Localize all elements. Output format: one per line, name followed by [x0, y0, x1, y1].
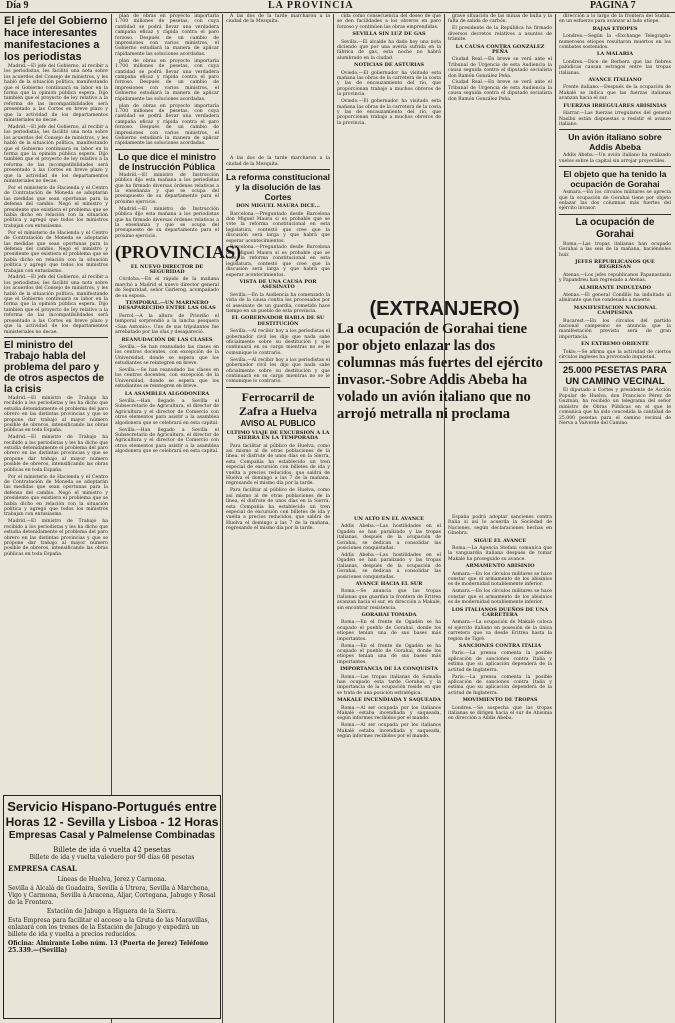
article-text: Sevilla.—Al recibir hoy a los periodistas el gobernador civil les dijo que nada sabe oficialmente sobre su destitución y que continuará en su cargo mientras no se le comunique lo contrario. [226, 329, 330, 356]
article-subheading: TEMPORAL.—UN MARINERO DESAPARECIDO ENTRE LAS OLAS [118, 300, 216, 312]
article-text: Roma.—En el frente de Ogadén se ha ocupado el pueblo de Gorahai, donde los etíopes tenían una de sus bases más importantes. [337, 643, 441, 665]
column-rule [222, 14, 223, 1023]
article-subheading: VISTA DE UNA CAUSA POR ASESINATO [239, 278, 317, 291]
ad-line: Estación de Jabugo a Higuera de la Sierra. [46, 908, 178, 915]
article-text: Roma.—Las tropas italianas de Somalia han ocupado esta tarde Gorahai, y la importancia de la ocupación reside en que se trata de una posición estratégica. [337, 674, 441, 696]
article-subheading: LA CAUSA CONTRA GONZÁLEZ PEÑA [455, 43, 545, 55]
ad-company: EMPRESA CASAL [8, 864, 77, 873]
article-text: Madrid.—El ministro de Trabajo ha recibido a los periodistas y les ha dicho que estudia detenidamente el problema del paro obrero en las distintas provincias y que se propone dar trabajo al mayor número posible de obreros, intensificando las obras públicas en toda España. [4, 435, 108, 473]
article-text: Roma.—Las tropas italianas han ocupado Gorahai a las seis de la mañana, haciéndoles huir. [559, 241, 671, 258]
article-headline: 25.000 PESETAS PARA UN CAMINO VECINAL [562, 365, 668, 388]
ad-price-2: Billete de ida y vuelta valedero por 90 días 68 pesetas [29, 854, 195, 861]
article-text: Sevilla.—En la Audiencia ha comenzado la vista de la causa contra los procesados por el asesinato de un guardia, cometido hace tiempo en un pueblo de esta provincia. [226, 292, 330, 314]
column-3 [226, 14, 330, 1019]
article-text: Addis Abeba.—Las hostilidades en el Ogadén se han paralizado y las tropas italianas, después de la ocupación de Gorahai, se dedican a consolidar las posiciones conquistadas. [337, 524, 441, 552]
article-text: El presidente de la República ha firmado diversos decretos relativos a asuntos de trámite. [448, 26, 552, 43]
article-text: Asmara.—En los círculos militares se aprecia que la ocupación de Gorahai tiene por objeto enlazar las dos columnas más fuertes del ejército invasor. [559, 190, 671, 212]
article-subheading: MAKALE INCENDIADA Y SAQUEADA [337, 697, 441, 704]
article-subheading: ALMIRANTE INDULTADO [579, 284, 651, 291]
column-5-top [448, 14, 552, 304]
article-subheading: MOVIMIENTO DE TROPAS [462, 697, 538, 704]
article-text: Addis Abeba.—Las hostilidades en el Ogadén se han paralizado y las tropas italianas, después de la ocupación de Gorahai, se dedican a consolidar las posiciones conquistadas. [337, 552, 441, 580]
ad-title: Ferrocarril de Zafra a Huelva [239, 389, 317, 418]
article-headline: El objeto que ha tenido la ocupación de Gorahai [563, 169, 667, 190]
article-text: Sevilla.—Han llegado a Sevilla el Subsecretario de Agricultura, el director de Agricultura y el director de Comercio con otros elementos para asistir a la asamblea algodonera que se celebrará en esta capital. [115, 427, 219, 455]
article-text: Sevilla.—Se han reanudado las clases en los centros docentes, con excepción de la Universidad, donde se espera que los estudiantes se reintegren en breve. [115, 344, 219, 367]
article-subheading: ARMAMENTO ABISINIO [465, 563, 535, 570]
article-text: A las dos de la tarde marcharon a la ciudad de la Mezquita. [226, 156, 330, 167]
article-text: Roma.—Se anuncia que las tropas italianas que guardan la frontera de Eritrea avanzan hacia el sur, en dirección a Makalé, sin encontrar resistencia. [337, 589, 441, 611]
article-text: grave situación de las minas de hulla y la falta de salida de carbón. [448, 14, 552, 25]
article-text: Por el ministerio de Hacienda y el Centro de Contratación de Moneda se adoptarán las medidas que sean oportunas para la defensa del cambio. Negó el ministro y presidente que existiera el problema que se había dicho en relación con la situación política y agregó que todos los ministros trabajan con entusiasmo. [4, 230, 108, 274]
page-date: Día 9 [6, 0, 29, 11]
masthead [0, 0, 675, 13]
article-subheading: EL NUEVO DIRECTOR DE SEGURIDAD [130, 263, 204, 276]
article-text: París.—La prensa comenta la posible aplicación de sanciones contra Italia y estima que su aplicación dependerá de la actitud de Inglaterra. [448, 651, 552, 673]
article-text: plan de obras en proyecto importaría 1.700 millones de pesetas, con cuya cantidad se podrá llevar una verdadera campaña eficaz y rápida contra el paro forzoso. Después de un cambio de impresiones con varios ministros, el Gobierno estudiará la manera de aplicar rápidamente las soluciones acordadas. [115, 58, 219, 102]
article-text: Ciudad Real.—En breve se verá ante el Tribunal de Urgencia de esta Audiencia la causa seguida contra el diputado socialista don Ramón González Peña. [448, 80, 552, 102]
article-subheading: NOTICIAS DE ASTURIAS [354, 62, 424, 69]
article-text: Roma.—En el frente de Ogadén se ha ocupado el pueblo de Gorahai, donde los etíopes tenían una de sus bases más importantes. [337, 620, 441, 642]
article-text: Sevilla.—Al recibir hoy a los periodistas el gobernador civil les dijo que nada sabe oficialmente sobre su destitución y que continuará en su cargo mientras no se le comunique lo contrario. [226, 357, 330, 385]
article-text: Londres.—Dice de Berbera que las fiebres palúdicas causan estragos entre las tropas italianas. [559, 59, 671, 76]
ad-line: Oficina: Almirante Lobo núm. 13 (Puerta de Jerez) Teléfono 25.339.—(Sevilla) [8, 940, 209, 954]
column-rule [333, 14, 334, 1023]
article-text: Por el ministerio de Hacienda y el Centro de Contratación de Moneda se adoptarán las medidas que sean oportunas para la defensa del cambio. Negó el ministro y presidente que existiera el problema que se había dicho en relación con la situación política y agregó que todos los ministros trabajan con entusiasmo. [4, 185, 108, 229]
column-6 [559, 14, 671, 1019]
article-subheading: BAJAS ETIOPES [592, 25, 638, 32]
article-headline: Lo que dice el ministro de Instrucción Pública [117, 151, 216, 172]
article-text: Oviedo.—El gobernador ha visitado esta mañana las obras de la carretera de la costa y las de encauzamiento del río, que proporcionan trabajo a muchos obreros de la provincia. [337, 99, 441, 126]
article-text: Por el ministerio de Hacienda y el Centro de Contratación de Moneda se adoptarán las medidas que sean oportunas para la defensa del cambio. Negó el ministro y presidente que existiera el problema que se había dicho en relación con la situación política y agregó que todos los ministros trabajan con entusiasmo. [4, 474, 108, 518]
article-subheading: LOS ITALIANOS DUEÑOS DE UNA CARRETERA [451, 606, 549, 618]
article-text: A las dos de la tarde marcharon a la ciudad de la Mezquita. [226, 14, 330, 25]
article-subheading: REANUDACIÓN DE LAS CLASES [121, 336, 213, 343]
article-subheading: EN EXTREMO ORIENTE [581, 341, 649, 348]
column-rule [555, 14, 556, 1023]
article-text: Córdoba.—En el rápido de la mañana marchó a Madrid el nuevo director general de Seguridad, señor Garlerog, acompañado de su esposa. [115, 277, 219, 299]
article-subheading: SIGUE EL AVANCE [473, 537, 527, 544]
ad-heading: ULTIMO VIAJE DE EXCURSION A LA SIERRA EN LA TEMPORADA [226, 429, 330, 442]
ad-text: Para facilitar al público de Huelva, como así mismo al de otras poblaciones de la línea, el disfrute de unos días en la Sierra, esta Compañía ha establecido un tren especial de excursión con billetes de ida y vuelta a precios reducidos, que saldrá de Huelva el domingo a las 7 de la mañana, regresando el mismo día por la tarde. [226, 488, 330, 532]
article-text: Oviedo.—El gobernador ha visitado esta mañana las obras de la carretera de la costa y las de encauzamiento del río, que proporcionan trabajo a muchos obreros de la provincia. [337, 70, 441, 98]
article-text: Asmara.—En los círculos militares se hace constar que el armamento de los abisinios es de modernidad notablemente inferior. [448, 571, 552, 588]
article-text: Roma.—Al ser ocupada por los italianos Makalé estaba incendiada y saqueada, según informes recibidos por el mando. [337, 723, 441, 740]
article-text: Londres.—Se sospecha que las tropas italianas se dirigen hacia el sur de Abisinia en dirección a Addis Abeba. [448, 705, 552, 722]
article-subheading: FUERZAS IRREGULARES ABISINIAS [563, 102, 667, 109]
article-text: Barcelona.—Preguntado desde Barcelona don Miguel Maura si es probable que se vote la reforma constitucional en esta legislatura, contestó que cree que la discusión será larga y que habrá que esperar acontecimientos. [226, 245, 330, 278]
article-text: Barcelona.—Preguntado desde Barcelona don Miguel Maura si es probable que se vote la reforma constitucional en esta legislatura, contestó que cree que la discusión será larga y que habrá que esperar acontecimientos. [226, 211, 330, 244]
article-subheading: SANCIONES CONTRA ITALIA [458, 643, 542, 650]
article-text: Sevilla.—Se han reanudado las clases en los centros docentes, con excepción de la Universidad, donde se espera que los estudiantes se reintegren en breve. [115, 368, 219, 390]
article-headline: El ministro del Trabajo habla del problema del paro y de otros aspectos de la crisis [4, 339, 105, 395]
article-text: Madrid.—El ministro de Trabajo ha recibido a los periodistas y les ha dicho que estudia detenidamente el problema del paro obrero en las distintas provincias y que se propone dar trabajo al mayor número posible de obreros, intensificando las obras públicas en toda España. [4, 519, 108, 557]
article-text: Sevilla.—El alcalde ha dado hoy una nota diciendo que por una avería sufrida en la fábrica de gas, esta noche no habrá alumbrado en la ciudad. [337, 39, 441, 61]
article-text: Sevilla.—Han llegado a Sevilla el Subsecretario de Agricultura, el director de Agricultura y el director de Comercio con otros elementos para asistir a la asamblea algodonera que se celebrará en esta capital. [115, 399, 219, 426]
article-subheading: MANIFESTACION NACIONAL CAMPESINA [573, 304, 657, 317]
column-4-bottom [337, 515, 441, 1020]
extranjero-banner [337, 297, 552, 423]
article-text: Roma.—La Agencia Stefani comunica que la vanguardia italiana después de tomar Makalé ha proseguido su avance. [448, 546, 552, 562]
article-headline: Un avión italiano sobre Addis Abeba [568, 132, 662, 153]
article-text: Madrid.—El ministro de Instrucción pública dijo esta mañana a los periodistas que ha firmado diversas órdenes relativas a la enseñanza y que se ocupa del presupuesto de su departamento para el próximo ejercicio. [115, 172, 219, 205]
article-subheading: UN ALTO EN EL AVANCE [354, 516, 424, 522]
article-headline: La reforma constitucional y la disolución de las Cortes [226, 172, 330, 203]
article-text: Atenas.—El general Condilis ha indultado al almirante que fue condenado a muerte. [559, 293, 671, 304]
article-text: Madrid.—El ministro de Trabajo ha recibido a los periodistas y les ha dicho que estudia detenidamente el problema del paro obrero en las distintas provincias y que se propone dar trabajo al mayor número posible de obreros, intensificando las obras públicas en toda España. [4, 395, 108, 434]
article-text: Ciudad Real.—En breve se verá ante el Tribunal de Urgencia de esta Audiencia la causa seguida contra el diputado socialista don Ramón González Peña. [448, 57, 552, 79]
article-text: dirección a lo largo de la frontera del Sudán, en un esfuerzo para avanzar al lado etíope. [559, 14, 671, 25]
article-text: Madrid.—El jefe del Gobierno, al recibir a los periodistas, les facilitó una nota sobre los acuerdos del Consejo de ministros, y les habló de la situación política, manifestando que el Gobierno continuará su labor en la forma que la opinión pública espera. Dijo también que el proyecto de ley relativo a la reforma de las incompatibilidades será presentado a las Cortes en breve plazo y que la actividad de los departamentos ministeriales no decae. [4, 275, 108, 335]
article-text: Roma.—Al ser ocupada por los italianos Makalé estaba incendiada y saqueada, según informes recibidos por el mando. [337, 705, 441, 722]
ad-line: Líneas de Huelva, Jerez y Carmona. [57, 876, 167, 883]
newspaper-title: LA PROVINCIA [268, 0, 354, 11]
article-text: cida como consecuencia del deseo de que se den facilidades a los obreros en paro forzoso y continúen las obras emprendidas. [337, 14, 441, 30]
article-subheading: JEFES REPUBLICANOS QUE REGRESAN [575, 258, 655, 271]
ad-line: Sevilla á Alcalá de Guadaira, Sevilla á Utrera, Sevilla á Marchena, Vigo y Carmona, Sevilla á Aracena, Aljar, Cortegana, Jabugo y Rosal de la Frontera. [8, 885, 216, 906]
ad-title: Servicio Hispano-Portugués entre [7, 799, 217, 814]
column-2 [115, 14, 241, 789]
article-subheading: GORAHAI TOMADA [361, 612, 417, 618]
article-subheading: IMPORTANCIA DE LA CONQUISTA [340, 666, 438, 673]
article-text: El diputado a Cortes y presidente de Acción Popular de Huelva, don Francisco Pérez de Guzmán, ha recibido un telegrama del señor ministro de Obras Públicas en el que le comunica que ha sido concedida la cantidad de 25.000 pesetas para el camino vecinal de Nerva a Valverde del Camino. [559, 388, 671, 426]
column-4 [337, 14, 441, 304]
article-subheading: LA ASAMBLEA ALGODONERA [124, 390, 210, 397]
article-text: Asmara.—En los círculos militares se hace constar que el armamento de los abisinios es de modernidad notablemente inferior. [448, 589, 552, 606]
article-subheading: AVANCE ITALIANO [588, 77, 642, 84]
article-text: Madrid.—El jefe del Gobierno, al recibir a los periodistas, les facilitó una nota sobre los acuerdos del Consejo de ministros, y les habló de la situación política, manifestando que el Gobierno continuará su labor en la forma que la opinión pública espera. Dijo también que el proyecto de ley relativo a la reforma de las incompatibilidades será presentado a las Cortes en breve plazo y que la actividad de los departamentos ministeriales no decae. [4, 64, 108, 124]
page-number: PAGINA 7 [590, 0, 636, 11]
ad-route: Horas 12 - Sevilla y Lisboa - 12 Horas [5, 815, 219, 829]
article-text: Addis Abeba.—Un avión italiano ha realizado vuelos sobre la capital sin arrojar proyectiles. [559, 153, 671, 164]
article-text: Ferrol.—A la altura de Prioriño el temporal sorprendió a la lancha pesquera «San Antonio». Uno de sus tripulantes fue arrebatado por las olas y desapareció. [115, 313, 219, 336]
article-subheading: EL GOBERNADOR HABLA DE SU DESTITUCIÓN [231, 315, 325, 327]
article-text: Tokio.—Se afirma que la actividad de ciertos círculos ingleses ha provocado inquietud. [559, 349, 671, 361]
article-text: España podrá adoptar sanciones contra Italia si así lo acuerda la Sociedad de Naciones, según declaraciones hechas en Ginebra. [448, 515, 552, 537]
ad-hispano-portugues [3, 795, 221, 1019]
ad-text: Para facilitar al público de Huelva, como así mismo al de otras poblaciones de la línea, el disfrute de unos días en la Sierra, esta Compañía ha establecido un tren especial de excursión con billetes de ida y vuelta a precios reducidos, que saldrá de Huelva el domingo a las 7 de la mañana, regresando el mismo día por la tarde. [226, 443, 330, 487]
article-text: Londres.—Según la «Exchange Telegraph» numerosos etíopes resultaron muertos en los combates sostenidos. [559, 34, 671, 51]
article-text: Madrid.—El jefe del Gobierno, al recibir a los periodistas, les facilitó una nota sobre los acuerdos del Consejo de ministros, y les habló de la situación política, manifestando que el Gobierno continuará su labor en la forma que la opinión pública espera. Dijo también que el proyecto de ley relativo a la reforma de las incompatibilidades será presentado a las Cortes en breve plazo y que la actividad de los departamentos ministeriales no decae. [4, 124, 108, 185]
article-subheading: DON MIGUEL MAURA DICE... [236, 203, 320, 210]
article-text: plan de obras en proyecto importaría 1.700 millones de pesetas, con cuya cantidad se podrá llevar una verdadera campaña eficaz y rápida contra el paro forzoso. Después de un cambio de impresiones con varios ministros, el Gobierno estudiará la manera de aplicar rápidamente las soluciones acordadas. [115, 14, 219, 57]
article-headline: La ocupación de Gorahai [575, 216, 655, 240]
main-headline: La ocupación de Gorahai tiene por objeto enlazar las dos columnas más fuertes del ejército invasor.-Sobre Addis Abeba ha volado un avión italiano que no arrojó metralla ni proclama [337, 321, 543, 422]
article-text: Atenas.—Los jefes republicanos Papanastasiu y Papandreu han regresado a Atenas. [559, 272, 671, 284]
article-text: Harrar.—Las fuerzas irregulares del general Nasibú están dispuestas a resistir el avance italiano. [559, 111, 671, 127]
article-text: Bucarest.—En los círculos del partido nacional campesino se anuncia que la manifestación prevista será de gran importancia. [559, 318, 671, 340]
article-text: Frente italiano.—Después de la ocupación de Makalé se indica que las fuerzas italianas avanzan hacia el sur. [559, 85, 671, 102]
article-text: Asmara.—La ocupación de Makalé coloca el ejército italiano en posesión de la única carretera que va desde Eritrea hasta la región de Tigré. [448, 620, 552, 642]
ad-line: Esta Empresa para facilitar el acceso a la Gruta de las Maravillas, enlazará con los trenes de la Estación de Jabugo y expedirá un billete de ida y vuelta a precios reducidos. [8, 917, 210, 938]
ad-price: Billete de ida ó vuelta 42 pesetas [53, 846, 171, 854]
column-1 [4, 14, 108, 794]
ad-subtitle: Empresas Casal y Palmelense Combinadas [8, 830, 216, 841]
article-text: plan de obras en proyecto importaría 1.700 millones de pesetas, con cuya cantidad se podrá llevar una verdadera campaña eficaz y rápida contra el paro forzoso. Después de un cambio de impresiones con varios ministros, el Gobierno estudiará la manera de aplicar rápidamente las soluciones acordadas. [115, 103, 219, 147]
article-headline: El jefe del Gobierno hace interesantes manifestaciones a los periodistas [4, 15, 108, 63]
section-title: (EXTRANJERO) [369, 298, 520, 320]
article-subheading: AVANCE HACIA EL SUR [355, 580, 423, 587]
ad-subtitle: AVISO AL PUBLICO [240, 418, 316, 428]
section-title: (PROVINCIAS) [115, 241, 241, 262]
article-text: París.—La prensa comenta la posible aplicación de sanciones contra Italia y estima que su aplicación dependerá de la actitud de Inglaterra. [448, 674, 552, 696]
article-subheading: SEVILLA SIN LUZ DE GAS [352, 31, 426, 38]
article-subheading: LA MALARIA [596, 51, 634, 58]
column-rule [444, 14, 445, 1023]
column-5-bottom [448, 515, 552, 1020]
article-text: Madrid.—El ministro de Instrucción pública dijo esta mañana a los periodistas que ha firmado diversas órdenes relativas a la enseñanza y que se ocupa del presupuesto de su departamento para el próximo ejercicio. [115, 206, 219, 239]
